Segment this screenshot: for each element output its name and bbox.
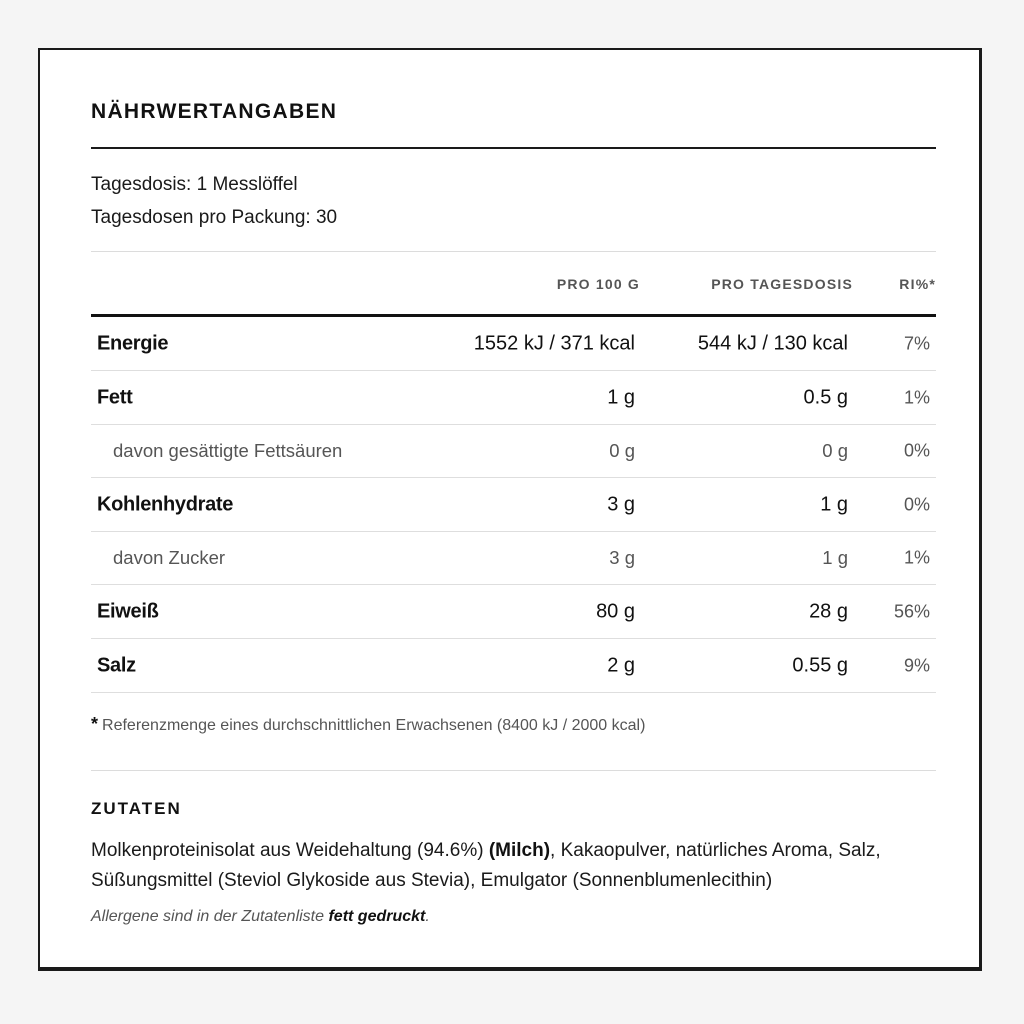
column-header-per-100g: PRO 100 G <box>556 276 640 292</box>
table-row <box>91 639 936 693</box>
value-per-dose: 544 kJ / 130 kcal <box>697 332 848 354</box>
row-label: davon gesättigte Fettsäuren <box>113 440 343 461</box>
value-per-100g: 0 g <box>609 440 635 461</box>
allergen-note-text: Allergene sind in der Zutatenliste <box>91 908 329 925</box>
value-ri: 9% <box>903 655 930 675</box>
row-label: Energie <box>97 332 169 354</box>
row-label: Fett <box>97 386 133 408</box>
allergen-note <box>91 908 430 926</box>
value-per-100g: 3 g <box>609 547 635 568</box>
value-ri: 7% <box>903 333 930 353</box>
title-divider <box>91 147 936 149</box>
value-per-100g: 2 g <box>607 654 635 676</box>
nutrition-table <box>91 317 936 693</box>
value-per-dose: 1 g <box>820 493 848 515</box>
allergen-note-end: . <box>425 908 430 925</box>
footnote-text: Referenzmenge eines durchschnittlichen Erwachsenen (8400 kJ / 2000 kcal) <box>102 717 646 734</box>
value-ri: 1% <box>903 547 930 568</box>
row-label: Eiweiß <box>97 600 159 622</box>
table-row <box>91 425 936 478</box>
divider <box>91 251 936 252</box>
value-per-100g: 1552 kJ / 371 kcal <box>473 332 635 354</box>
value-ri: 56% <box>893 601 930 621</box>
value-ri: 1% <box>903 387 930 407</box>
footnote-asterisk: * <box>91 714 99 734</box>
value-per-dose: 0.55 g <box>792 654 848 676</box>
table-row <box>91 371 936 425</box>
row-label: Kohlenhydrate <box>97 493 234 515</box>
value-per-dose: 0 g <box>822 440 848 461</box>
nutrition-card <box>38 48 982 971</box>
ingredients-text-start: Molkenproteinisolat aus Weidehaltung (94.6%) <box>91 840 489 861</box>
row-label: Salz <box>97 654 136 676</box>
value-ri: 0% <box>903 440 930 461</box>
table-row <box>91 585 936 639</box>
doses-per-pack-text: Tagesdosen pro Packung: 30 <box>91 207 338 228</box>
reference-footnote <box>91 714 645 735</box>
value-per-100g: 3 g <box>607 493 635 515</box>
allergen-note-bold: fett gedruckt <box>328 908 426 925</box>
divider <box>91 770 936 771</box>
value-per-100g: 1 g <box>607 386 635 408</box>
page-title: NÄHRWERTANGABEN <box>91 100 338 123</box>
value-per-dose: 1 g <box>822 547 848 568</box>
value-per-100g: 80 g <box>596 600 635 622</box>
value-per-dose: 28 g <box>809 600 848 622</box>
table-row <box>91 317 936 371</box>
ingredients-text-rest: , Kakaopulver, natürliches Aroma, Salz, Süßungsmittel (Steviol Glykoside aus Stevia), Emulgator (Sonnenblumenlecithin) <box>91 840 881 891</box>
table-row <box>91 478 936 532</box>
ingredients-list <box>91 836 936 896</box>
row-label: davon Zucker <box>113 547 226 568</box>
column-header-ri: RI%* <box>899 276 936 292</box>
ingredients-title: ZUTATEN <box>91 799 182 818</box>
column-header-per-dose: PRO TAGESDOSIS <box>711 276 853 292</box>
value-ri: 0% <box>903 494 930 514</box>
daily-dose-text: Tagesdosis: 1 Messlöffel <box>91 174 298 195</box>
allergen-highlight: (Milch) <box>488 840 551 861</box>
table-row <box>91 532 936 585</box>
value-per-dose: 0.5 g <box>803 386 848 408</box>
